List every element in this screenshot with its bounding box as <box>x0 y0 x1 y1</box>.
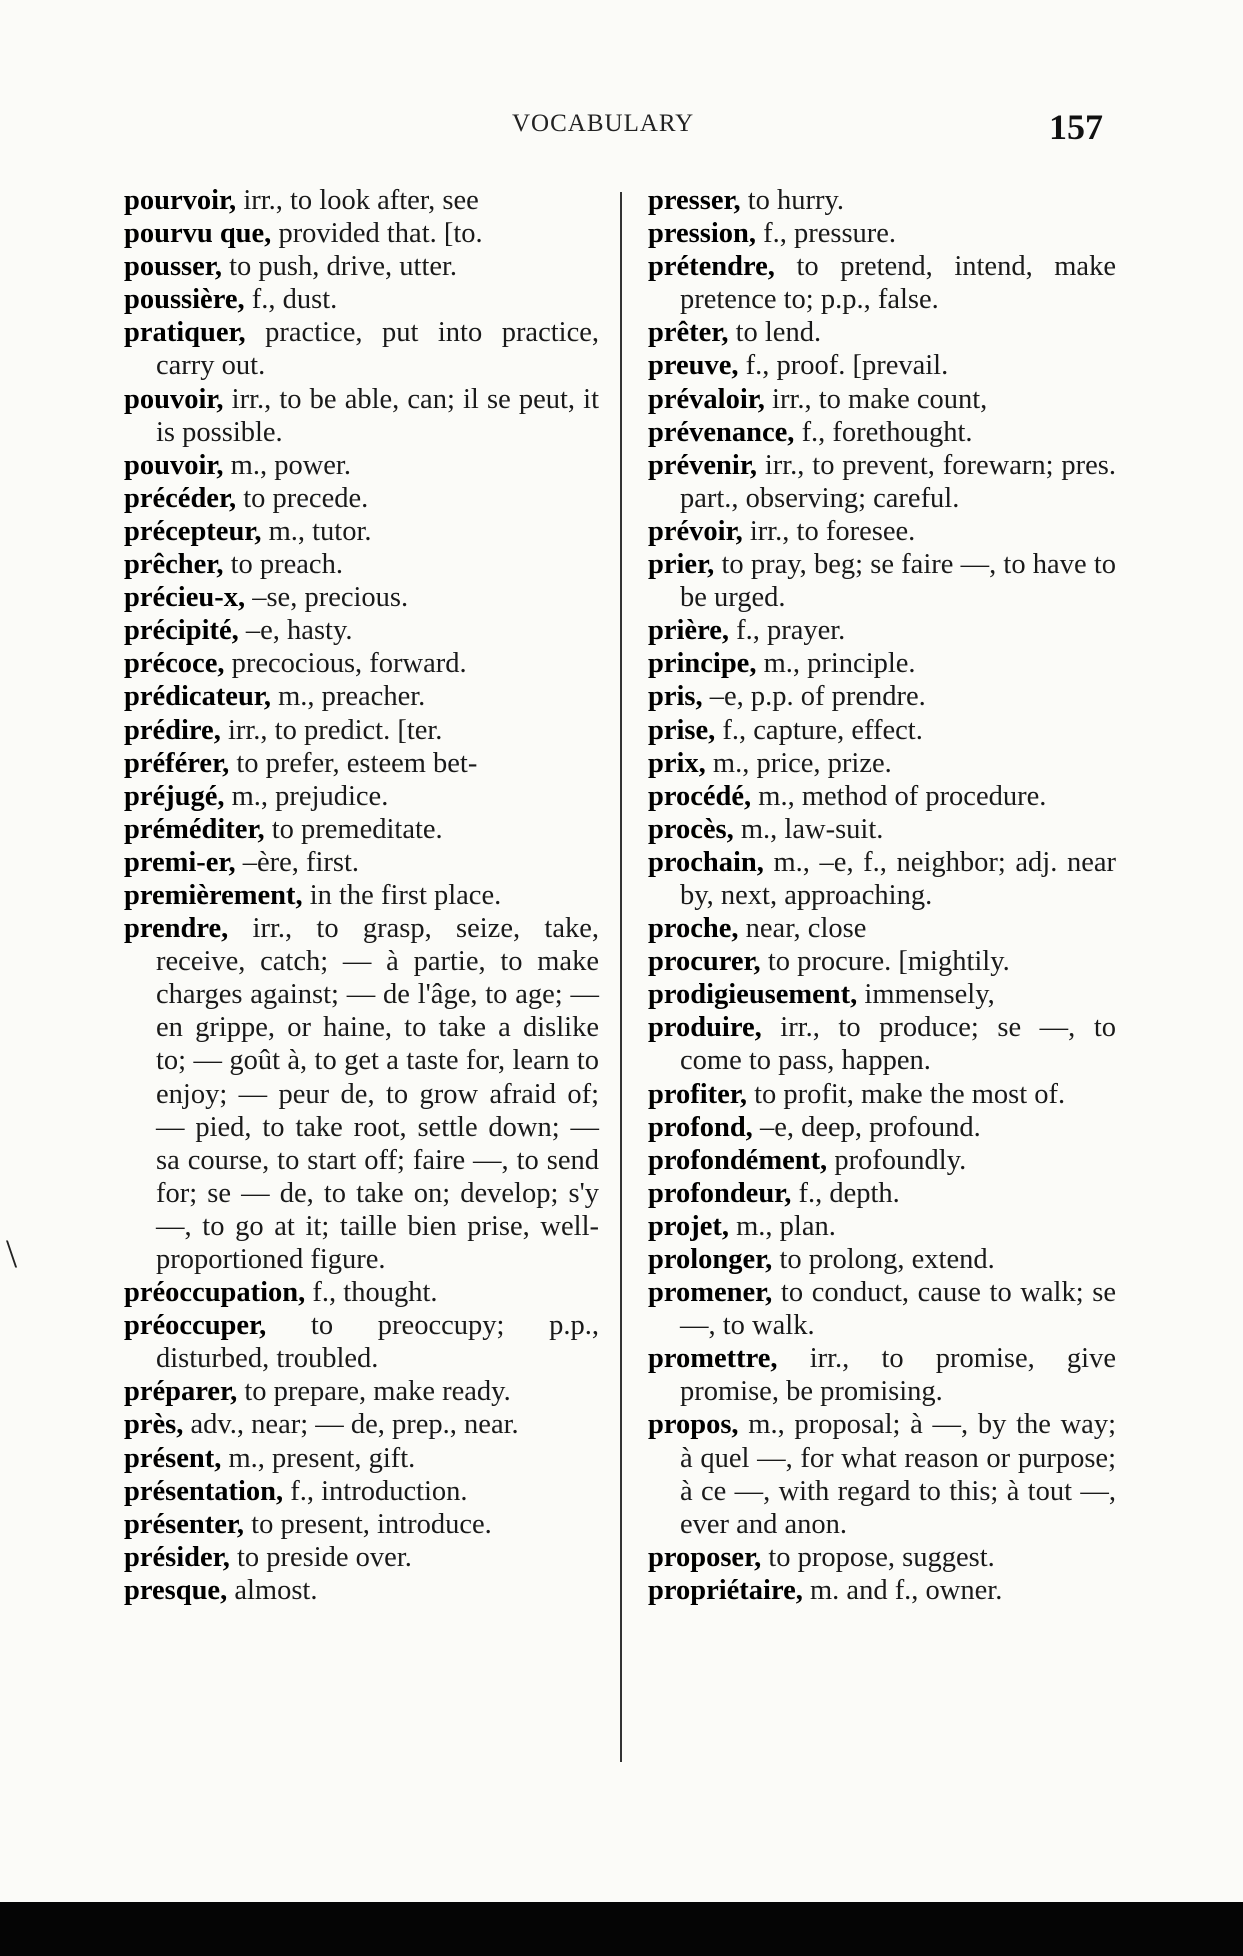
headword: préoccuper, <box>124 1310 267 1342</box>
vocab-entry <box>124 1541 599 1574</box>
headword: pratiquer, <box>124 317 246 349</box>
definition: irr., to make count, <box>764 383 988 415</box>
headword: précipité, <box>124 615 239 647</box>
definition: near, close <box>738 913 867 945</box>
vocab-entry <box>124 1508 599 1541</box>
definition: m., tutor. <box>261 515 372 547</box>
definition: to prepare, make ready. <box>237 1376 511 1408</box>
headword: propriétaire, <box>648 1574 803 1606</box>
definition: irr., to produce; se —, to come to pass, happen. <box>680 1012 1116 1077</box>
headword: prier, <box>648 549 715 581</box>
headword: présent, <box>124 1442 222 1474</box>
vocab-entry <box>124 879 599 912</box>
definition: to prefer, esteem bet- <box>229 747 478 779</box>
headword: précoce, <box>124 648 225 680</box>
vocab-entry <box>648 1243 1116 1276</box>
vocab-entry <box>124 548 599 581</box>
headword: préoccupation, <box>124 1277 306 1309</box>
margin-mark: \ <box>6 1231 18 1276</box>
vocab-entry <box>648 1111 1116 1144</box>
vocab-entry <box>648 1541 1116 1574</box>
definition: f., introduction. <box>283 1475 468 1507</box>
definition: practice, put into practice, carry out. <box>156 317 599 382</box>
vocab-entry <box>124 383 599 449</box>
headword: pourvu que, <box>124 218 272 250</box>
headword: précepteur, <box>124 515 262 547</box>
definition: irr., to foresee. <box>742 515 916 547</box>
definition: to lend. <box>728 317 822 349</box>
page-header <box>0 106 1243 146</box>
headword: près, <box>124 1409 184 1441</box>
vocab-entry <box>648 184 1116 217</box>
vocab-entry <box>124 1574 599 1607</box>
definition: irr., to look after, see <box>236 185 479 216</box>
definition: to preach. <box>223 549 343 581</box>
vocab-entry <box>124 1309 599 1375</box>
vocab-entry <box>648 548 1116 614</box>
vocab-entry <box>648 945 1116 978</box>
headword: profond, <box>648 1111 753 1143</box>
headword: présider, <box>124 1541 230 1573</box>
vocab-entry <box>648 813 1116 846</box>
headword: premi-er, <box>124 846 236 878</box>
vocab-entry <box>124 250 599 283</box>
headword: prévoir, <box>648 515 743 547</box>
definition: f., forethought. <box>794 416 973 448</box>
definition: irr., to prevent, forewarn; pres. part., observing; careful. <box>680 449 1116 514</box>
headword: présenter, <box>124 1508 245 1540</box>
definition: to premeditate. <box>264 813 443 845</box>
column-divider <box>620 192 622 1762</box>
definition: to procure. [mightily. <box>760 946 1010 978</box>
headword: prendre, <box>124 913 229 945</box>
vocab-entry <box>124 747 599 780</box>
definition: f., proof. [prevail. <box>738 350 949 382</box>
definition: in the first place. <box>302 879 502 911</box>
vocab-entry <box>648 1210 1116 1243</box>
definition: to profit, make the most of. <box>746 1078 1066 1110</box>
definition: irr., to be able, can; il se peut, it is possible. <box>156 383 599 448</box>
right-column <box>648 184 1116 1607</box>
headword: prière, <box>648 615 729 647</box>
headword: principe, <box>648 648 757 680</box>
vocab-entry <box>648 1574 1116 1607</box>
headword: prédicateur, <box>124 681 271 713</box>
headword: prix, <box>648 747 706 779</box>
vocab-entry <box>124 1375 599 1408</box>
headword: précéder, <box>124 482 237 514</box>
vocab-entry <box>124 846 599 879</box>
headword: procédé, <box>648 780 752 812</box>
headword: prévaloir, <box>648 383 765 415</box>
vocab-entry <box>648 714 1116 747</box>
vocab-entry <box>648 349 1116 382</box>
vocab-entry <box>648 747 1116 780</box>
vocab-entry <box>648 1177 1116 1210</box>
definition: to pray, beg; se faire —, to have to be urged. <box>680 549 1116 614</box>
vocab-entry <box>124 1475 599 1508</box>
definition: m., law-suit. <box>733 813 884 845</box>
vocab-entry <box>648 383 1116 416</box>
definition: f., dust. <box>244 284 338 316</box>
vocab-entry <box>648 1144 1116 1177</box>
definition: m., –e, f., neighbor; adj. near by, next, approaching. <box>680 846 1116 911</box>
definition: m., preacher. <box>270 681 426 713</box>
definition: to push, drive, utter. <box>221 251 458 283</box>
page-number: 157 <box>1049 107 1103 147</box>
headword: pouvoir, <box>124 449 224 481</box>
headword: pousser, <box>124 251 222 283</box>
headword: poussière, <box>124 284 245 316</box>
vocab-entry <box>648 1342 1116 1408</box>
definition: immensely, <box>857 979 995 1011</box>
vocab-entry <box>648 217 1116 250</box>
vocab-entry <box>124 614 599 647</box>
running-title: VOCABULARY <box>512 110 695 137</box>
vocab-entry <box>648 316 1116 349</box>
vocab-entry <box>124 217 599 250</box>
headword: profondément, <box>648 1144 828 1176</box>
scan-edge-bar <box>0 1902 1243 1956</box>
headword: profondeur, <box>648 1177 792 1209</box>
headword: procès, <box>648 813 734 845</box>
definition: m., prejudice. <box>224 780 389 812</box>
definition: –ère, first. <box>235 846 360 878</box>
vocab-entry <box>124 482 599 515</box>
definition: –e, p.p. of prendre. <box>702 681 926 713</box>
vocab-entry <box>124 1408 599 1441</box>
definition: f., pressure. <box>755 218 897 250</box>
headword: préméditer, <box>124 813 265 845</box>
headword: premièrement, <box>124 879 303 911</box>
vocab-entry <box>648 416 1116 449</box>
vocab-entry <box>648 978 1116 1011</box>
vocab-entry <box>124 283 599 316</box>
vocab-entry <box>124 714 599 747</box>
vocab-entry <box>648 515 1116 548</box>
definition: to hurry. <box>740 185 845 216</box>
definition: m., present, gift. <box>221 1442 416 1474</box>
headword: préparer, <box>124 1376 238 1408</box>
vocab-entry <box>124 813 599 846</box>
vocab-entry <box>648 912 1116 945</box>
definition: to prolong, extend. <box>772 1244 995 1275</box>
definition: to preoccupy; p.p., disturbed, troubled. <box>156 1310 599 1375</box>
vocab-entry <box>124 1276 599 1309</box>
vocab-entry <box>124 316 599 382</box>
headword: précieu-x, <box>124 582 246 614</box>
definition: f., capture, effect. <box>715 714 923 746</box>
headword: promettre, <box>648 1343 778 1375</box>
headword: prêter, <box>648 317 729 349</box>
vocab-entry <box>648 1078 1116 1111</box>
definition: m., principle. <box>756 648 916 680</box>
vocab-entry <box>648 780 1116 813</box>
definition: profoundly. <box>827 1144 967 1176</box>
headword: prédire, <box>124 714 221 746</box>
vocab-entry <box>648 680 1116 713</box>
definition: m., price, prize. <box>705 747 892 779</box>
headword: produire, <box>648 1012 762 1044</box>
headword: propos, <box>648 1409 739 1441</box>
vocab-entry <box>648 1408 1116 1540</box>
headword: proposer, <box>648 1541 762 1573</box>
vocab-entry <box>648 250 1116 316</box>
vocab-entry <box>124 515 599 548</box>
headword: prétendre, <box>648 251 775 283</box>
headword: pouvoir, <box>124 383 224 415</box>
headword: presque, <box>124 1574 228 1606</box>
vocab-entry <box>124 449 599 482</box>
vocab-entry <box>648 449 1116 515</box>
headword: presser, <box>648 185 741 216</box>
vocab-entry <box>124 680 599 713</box>
definition: irr., to promise, give promise, be promising. <box>680 1343 1116 1408</box>
definition: to preside over. <box>229 1541 412 1573</box>
definition: m., power. <box>223 449 351 481</box>
headword: préférer, <box>124 747 230 779</box>
definition: f., depth. <box>791 1177 900 1209</box>
headword: prévenance, <box>648 416 795 448</box>
vocab-entry <box>124 912 599 1276</box>
vocab-entry <box>648 1011 1116 1077</box>
headword: préjugé, <box>124 780 225 812</box>
vocab-entry <box>124 581 599 614</box>
vocab-entry <box>648 647 1116 680</box>
definition: m., method of procedure. <box>751 780 1047 812</box>
definition: –e, deep, profound. <box>752 1111 981 1143</box>
vocab-entry <box>648 1276 1116 1342</box>
definition: almost. <box>227 1574 318 1606</box>
vocab-entry <box>124 1442 599 1475</box>
definition: precocious, forward. <box>224 648 467 680</box>
headword: présentation, <box>124 1475 284 1507</box>
vocab-entry <box>124 184 599 217</box>
headword: prévenir, <box>648 449 757 481</box>
definition: m., plan. <box>729 1210 836 1242</box>
definition: –se, precious. <box>245 582 409 614</box>
vocab-entry <box>648 846 1116 912</box>
headword: prolonger, <box>648 1244 773 1275</box>
definition: m. and f., owner. <box>802 1574 1003 1606</box>
headword: projet, <box>648 1210 729 1242</box>
headword: proche, <box>648 913 739 945</box>
headword: prêcher, <box>124 549 224 581</box>
headword: pris, <box>648 681 703 713</box>
definition: irr., to predict. [ter. <box>220 714 443 746</box>
definition: to propose, suggest. <box>761 1541 995 1573</box>
headword: pression, <box>648 218 756 250</box>
definition: provided that. [to. <box>271 218 483 250</box>
headword: prise, <box>648 714 716 746</box>
definition: to present, introduce. <box>244 1508 492 1540</box>
definition: to precede. <box>236 482 369 514</box>
definition: –e, hasty. <box>238 615 353 647</box>
definition: irr., to grasp, seize, take, receive, catch; — à partie, to make charges against; — de l'âge, to age; — en grippe, or haine, to take a dislike to; — goût à, to get a taste for, learn to enjoy; — peur de, to grow afraid of; — pied, to take root, settle down; — sa course, to start off; faire —, to send for; se — de, to take on; develop; s'y —, to go at it; taille bien prise, well-proportioned figure. <box>156 913 599 1275</box>
vocab-entry <box>648 614 1116 647</box>
headword: prochain, <box>648 846 764 878</box>
headword: profiter, <box>648 1078 747 1110</box>
definition: f., thought. <box>305 1277 438 1309</box>
headword: prodigieusement, <box>648 979 858 1011</box>
definition: m., proposal; à —, by the way; à quel —, for what reason or purpose; à ce —, with regard to this; à tout —, ever and anon. <box>680 1409 1116 1540</box>
vocab-entry <box>124 647 599 680</box>
definition: f., prayer. <box>728 615 846 647</box>
definition: to pretend, intend, make pretence to; p.p., false. <box>680 251 1116 316</box>
left-column <box>124 184 599 1607</box>
headword: procurer, <box>648 946 761 978</box>
vocab-entry <box>124 780 599 813</box>
definition: adv., near; — de, prep., near. <box>183 1409 519 1441</box>
definition: to conduct, cause to walk; se —, to walk. <box>680 1277 1116 1342</box>
headword: promener, <box>648 1277 773 1309</box>
headword: pourvoir, <box>124 185 237 216</box>
headword: preuve, <box>648 350 739 382</box>
